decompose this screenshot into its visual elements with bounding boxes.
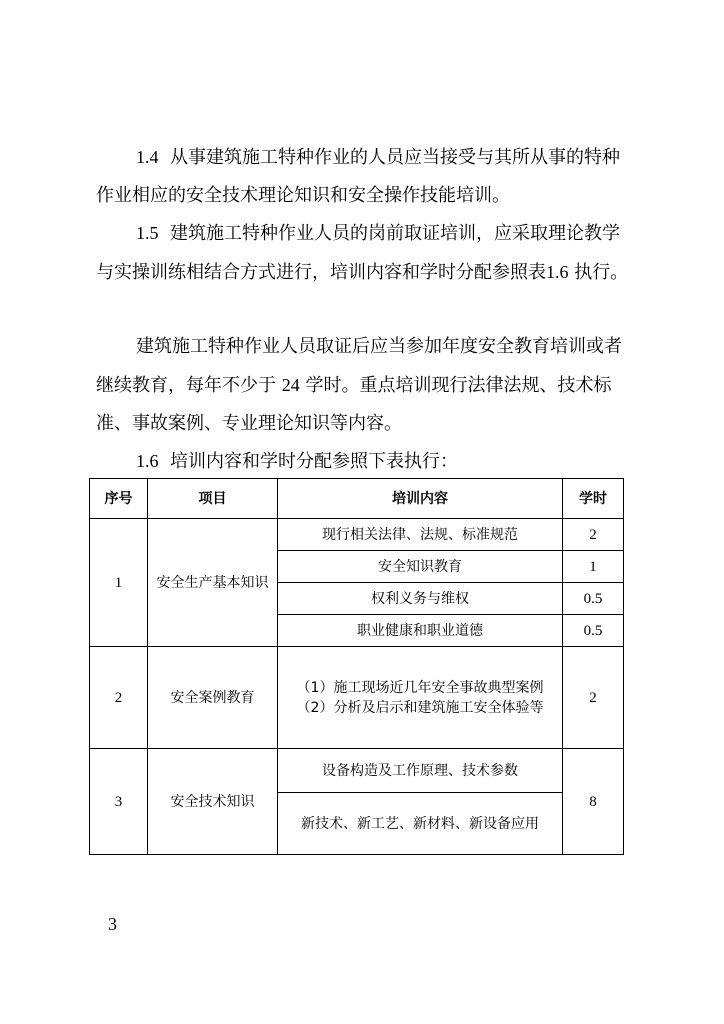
header-content: 培训内容 [278,479,563,519]
section-number: 1.6 [136,451,159,471]
section-number: 1.5 [136,223,159,243]
cell-content [278,647,563,749]
cell-content: 现行相关法律、法规、标准规范 [278,519,563,551]
cell-item: 安全生产基本知识 [148,519,278,647]
paragraph-1-4 [96,138,636,215]
paragraph-text: 建筑施工特种作业人员的岗前取证培训，应采取理论教学与实操训练相结合方式进行，培训内容和学时分配参照表 [96,223,620,283]
cell-hours: 0.5 [563,615,624,647]
paragraph-text-tail: 执行。 [574,262,629,283]
table-header-row [90,479,624,519]
cell-no: 2 [90,647,148,749]
cell-hours: 8 [563,749,624,855]
cell-content: 权利义务与维权 [278,583,563,615]
paragraph-text-tail: 学时。重点培训现行法律法规、技术标准、事故案例、专业理论知识等内容。 [96,375,612,434]
paragraph-text: 建筑施工特种作业人员取证后应当参加年度安全教育培训或者继续教育，每年不少于 [96,336,622,396]
cell-no: 3 [90,749,148,855]
paragraph-1-5 [96,214,636,292]
content-line: （2）分析及启示和建筑施工安全体验等 [296,699,544,716]
training-hours-table [89,478,624,855]
cell-hours: 1 [563,551,624,583]
cell-item: 安全案例教育 [148,647,278,749]
cell-no: 1 [90,519,148,647]
table-row [90,749,624,793]
paragraph-text: 从事建筑施工特种作业的人员应当接受与其所从事的特种作业相应的安全技术理论知识和安全操作技能培训。 [96,147,620,206]
cell-hours: 0.5 [563,583,624,615]
cell-content: 新技术、新工艺、新材料、新设备应用 [278,793,563,855]
paragraph-annual-training [96,328,636,443]
cell-item: 安全技术知识 [148,749,278,855]
header-hours: 学时 [563,479,624,519]
cell-content: 设备构造及工作原理、技术参数 [278,749,563,793]
header-no: 序号 [90,479,148,519]
cell-content: 职业健康和职业道德 [278,615,563,647]
paragraph-text: 培训内容和学时分配参照下表执行： [169,451,458,472]
hours-number: 24 [281,375,300,395]
table-row [90,519,624,551]
section-number: 1.4 [136,147,159,167]
table-reference-number: 1.6 [546,262,569,282]
table-row [90,647,624,749]
content-line: （1）施工现场近几年安全事故典型案例 [296,679,544,696]
cell-hours: 2 [563,647,624,749]
page-number: 3 [108,914,117,934]
cell-content: 安全知识教育 [278,551,563,583]
header-item: 项目 [148,479,278,519]
cell-hours: 2 [563,519,624,551]
paragraph-1-6 [96,442,636,481]
